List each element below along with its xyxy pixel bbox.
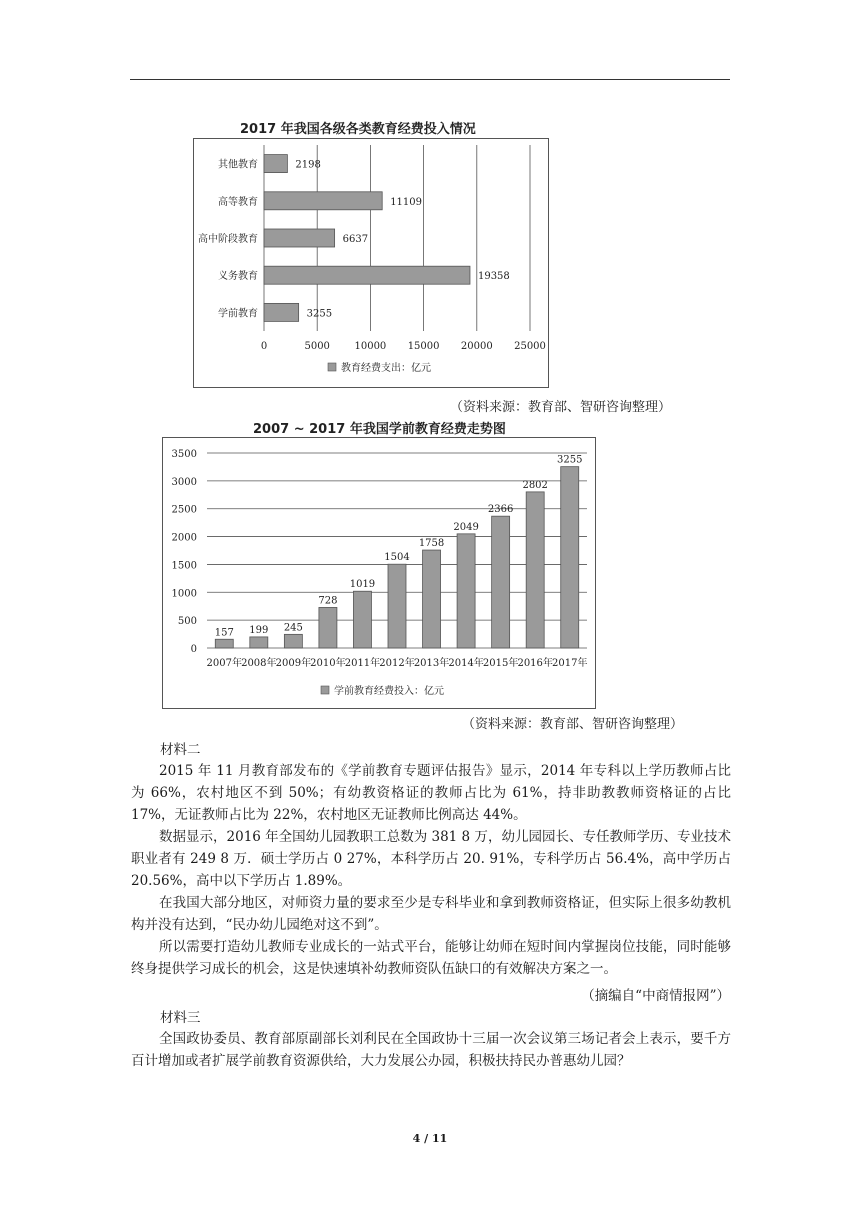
bar-chart-frame [193, 138, 549, 388]
bar-value-label: 6637 [342, 234, 369, 245]
bar [264, 192, 382, 210]
column [423, 550, 441, 648]
column-value-label: 1758 [418, 538, 445, 550]
column-value-label: 1504 [384, 552, 410, 564]
legend-label: 教育经费支出：亿元 [341, 363, 431, 374]
y-tick-label: 3500 [171, 449, 197, 460]
column [492, 516, 510, 648]
y-category-label: 高等教育 [218, 196, 258, 208]
x-tick-label: 0 [260, 341, 268, 352]
bar-value-label: 3255 [306, 308, 333, 320]
x-category-label: 2010年 [310, 658, 346, 669]
x-tick-label: 25000 [514, 341, 546, 352]
x-category-label: 2012年 [379, 658, 415, 669]
bar [264, 229, 335, 247]
bar-chart-title: 2017 年我国各级各类教育经费投入情况 [240, 122, 476, 137]
material3-paragraph-1: 全国政协委员、教育部原副部长刘利民在全国政协十三届一次会议第三场记者会上表示，要千方百计增加或者扩展学前教育资源供给，大力发展公办园，积极扶持民办普惠幼儿园？ [131, 1031, 731, 1069]
column [250, 637, 268, 648]
column-value-label: 728 [318, 595, 338, 607]
y-category-label: 义务教育 [218, 271, 258, 283]
y-tick-label: 1000 [171, 588, 197, 600]
material2-citation: （摘编自“中商情报网”） [581, 988, 730, 1004]
y-tick-label: 0 [190, 644, 197, 655]
x-category-label: 2008年 [241, 658, 277, 669]
y-tick-label: 2500 [171, 504, 197, 516]
x-category-label: 2015年 [482, 658, 519, 669]
y-tick-label: 3000 [171, 476, 197, 488]
column-chart [163, 438, 595, 708]
material2-paragraph-2: 数据显示，2016 年全国幼儿园教职工总数为 381 8 万，幼儿园园长、专任教师学历、专业技术职业者有 249 8 万．硕士学历占 0 27%，本科学历占 20. 91%，专科学历占 56.4%，高中学历占 20.56%，高中以下学历占 1.89%。 [131, 829, 731, 889]
x-tick-label: 15000 [407, 341, 440, 352]
x-tick-label: 20000 [460, 341, 493, 352]
bar-chart-source: （资料来源：教育部、智研咨询整理） [450, 400, 672, 415]
column-value-label: 3255 [557, 454, 583, 466]
x-category-label: 2014年 [448, 658, 484, 669]
legend-label: 学前教育经费投入：亿元 [334, 686, 444, 697]
column-value-label: 2049 [453, 521, 479, 533]
material2-paragraph-3: 在我国大部分地区，对师资力量的要求至少是专科毕业和拿到教师资格证，但实际上很多幼教机构并没有达到，“民办幼儿园绝对这不到”。 [131, 895, 731, 933]
header-rule [130, 79, 730, 80]
bar-value-label: 2198 [295, 159, 321, 171]
column [457, 534, 475, 648]
bar [264, 155, 287, 173]
bar-chart [194, 139, 548, 387]
column-value-label: 2366 [487, 504, 514, 516]
x-tick-label: 10000 [354, 341, 387, 352]
legend-swatch [328, 363, 336, 371]
bar [264, 266, 470, 284]
column-value-label: 245 [283, 622, 303, 634]
column-value-label: 2802 [522, 479, 548, 491]
material2-paragraph-1: 2015 年 11 月教育部发布的《学前教育专题评估报告》显示，2014 年专科以上学历教师占比为 66%，农村地区不到 50%；有幼教资格证的教师占比为 61%，持非助教教师资格证的占比 17%，无证教师占比为 22%，农村地区无证教师比例高达 44%。 [131, 763, 731, 823]
column [284, 634, 302, 648]
column [388, 564, 406, 648]
column [353, 591, 371, 648]
bar-value-label: 11109 [390, 196, 423, 208]
x-category-label: 2017年 [552, 658, 588, 669]
x-category-label: 2011年 [344, 658, 381, 669]
legend-swatch [321, 686, 329, 694]
page-number: 4 / 11 [412, 1132, 448, 1145]
column-chart-source: （资料来源：教育部、智研咨询整理） [462, 717, 684, 732]
column-value-label: 1019 [349, 579, 376, 591]
column-value-label: 157 [214, 627, 234, 639]
y-category-label: 其他教育 [218, 159, 258, 171]
material2-paragraph-4: 所以需要打造幼儿教师专业成长的一站式平台，能够让幼师在短时间内掌握岗位技能，同时能够终身提供学习成长的机会，这是快速填补幼教师资队伍缺口的有效解决方案之一。 [131, 939, 731, 977]
column-chart-frame [162, 437, 596, 709]
column [215, 639, 233, 648]
y-category-label: 高中阶段教育 [198, 234, 258, 245]
y-tick-label: 1500 [171, 560, 197, 572]
column [561, 467, 579, 648]
material3-heading: 材料三 [160, 1010, 201, 1026]
y-category-label: 学前教育 [218, 308, 258, 320]
bar [264, 303, 299, 321]
x-category-label: 2016年 [517, 658, 553, 669]
bar-value-label: 19358 [477, 271, 510, 283]
column-chart-title: 2007 ~ 2017 年我国学前教育经费走势图 [253, 422, 506, 437]
column-value-label: 199 [249, 624, 269, 636]
x-tick-label: 5000 [304, 341, 330, 352]
y-tick-label: 2000 [171, 532, 197, 544]
x-category-label: 2007年 [206, 658, 242, 669]
column [526, 492, 544, 648]
y-tick-label: 500 [177, 616, 197, 628]
x-category-label: 2013年 [413, 658, 450, 669]
material2-heading: 材料二 [160, 742, 201, 758]
x-category-label: 2009年 [275, 658, 312, 669]
column [319, 607, 337, 648]
